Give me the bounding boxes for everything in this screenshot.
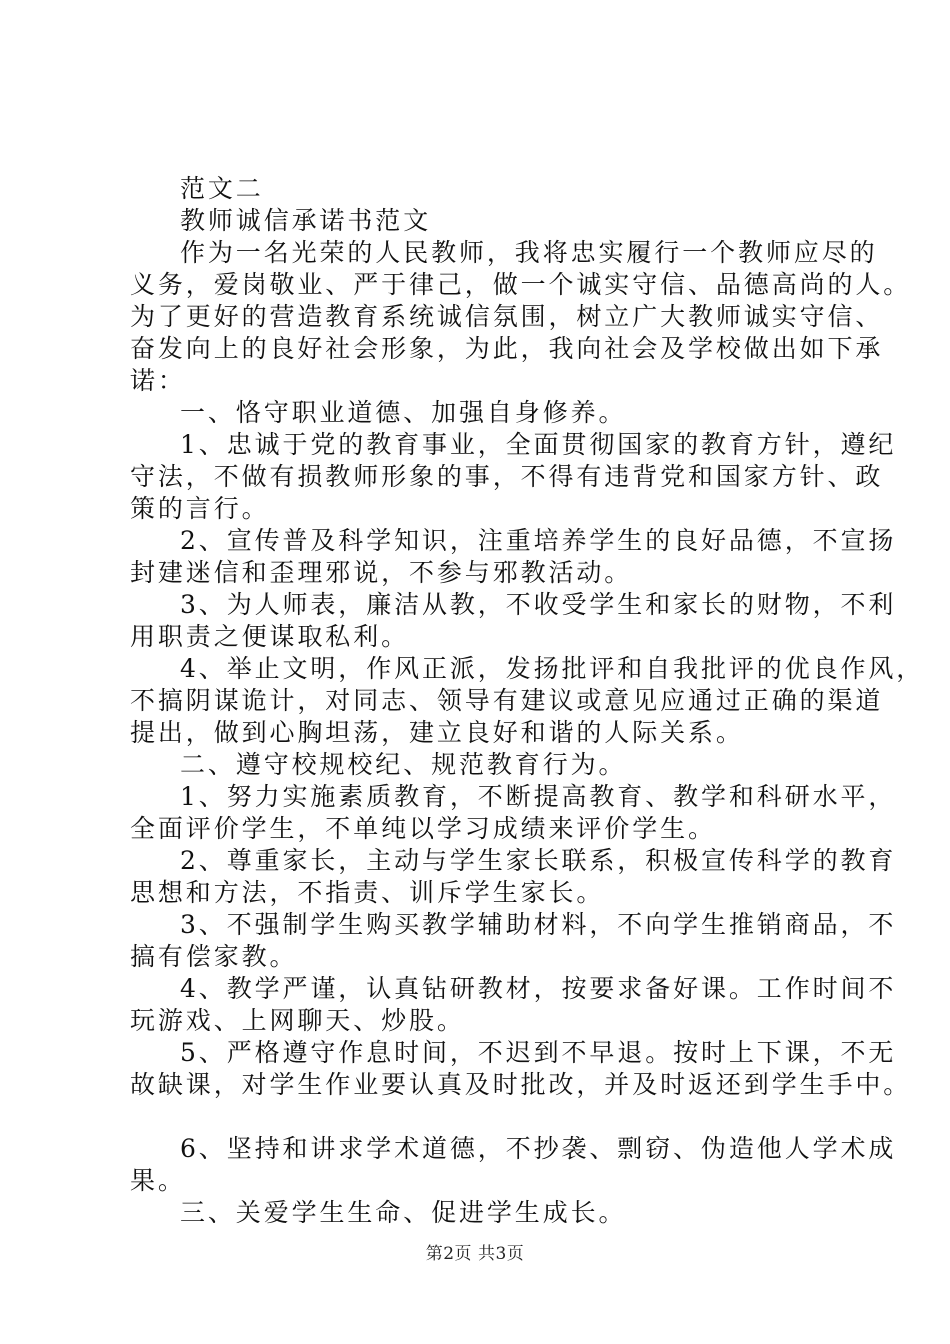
paragraph-line: 诺： <box>130 366 186 395</box>
section-heading: 二、遵守校规校纪、规范教育行为。 <box>180 750 627 779</box>
paragraph-line: 义务，爱岗敬业、严于律己，做一个诚实守信、品德高尚的人。 <box>130 270 912 299</box>
paragraph-line: 奋发向上的良好社会形象，为此，我向社会及学校做出如下承 <box>130 334 884 363</box>
paragraph-line: 果。 <box>130 1166 186 1195</box>
paragraph-line: 不搞阴谋诡计，对同志、领导有建议或意见应通过正确的渠道 <box>130 686 884 715</box>
paragraph-line: 提出，做到心胸坦荡，建立良好和谐的人际关系。 <box>130 718 744 747</box>
paragraph-line: 6、坚持和讲求学术道德，不抄袭、剽窃、伪造他人学术成 <box>180 1134 897 1163</box>
paragraph-line: 思想和方法，不指责、训斥学生家长。 <box>130 878 605 907</box>
paragraph-line: 4、举止文明，作风正派，发扬批评和自我批评的优良作风， <box>180 654 925 683</box>
paragraph-line: 5、严格遵守作息时间，不迟到不早退。按时上下课，不无 <box>180 1038 897 1067</box>
section-heading: 三、关爱学生生命、促进学生成长。 <box>180 1198 627 1227</box>
section-heading: 一、恪守职业道德、加强自身修养。 <box>180 398 627 427</box>
paragraph-line: 1、努力实施素质教育，不断提高教育、教学和科研水平， <box>180 782 897 811</box>
paragraph-line: 作为一名光荣的人民教师，我将忠实履行一个教师应尽的 <box>180 238 878 267</box>
paragraph-line: 3、不强制学生购买教学辅助材料，不向学生推销商品，不 <box>180 910 897 939</box>
paragraph-line: 策的言行。 <box>130 494 270 523</box>
section-label: 范文二 <box>180 174 264 203</box>
paragraph-line: 3、为人师表，廉洁从教，不收受学生和家长的财物，不利 <box>180 590 897 619</box>
paragraph-line: 4、教学严谨，认真钻研教材，按要求备好课。工作时间不 <box>180 974 897 1003</box>
paragraph-line: 守法，不做有损教师形象的事，不得有违背党和国家方针、政 <box>130 462 884 491</box>
paragraph-line: 全面评价学生，不单纯以学习成绩来评价学生。 <box>130 814 716 843</box>
paragraph-line: 用职责之便谋取私利。 <box>130 622 410 651</box>
paragraph-line: 为了更好的营造教育系统诚信氛围，树立广大教师诚实守信、 <box>130 302 884 331</box>
paragraph-line: 封建迷信和歪理邪说，不参与邪教活动。 <box>130 558 633 587</box>
paragraph-line: 2、宣传普及科学知识，注重培养学生的良好品德，不宣扬 <box>180 526 897 555</box>
paragraph-line: 故缺课，对学生作业要认真及时批改，并及时返还到学生手中。 <box>130 1070 912 1099</box>
document-title: 教师诚信承诺书范文 <box>180 206 432 235</box>
paragraph-line: 1、忠诚于党的教育事业，全面贯彻国家的教育方针，遵纪 <box>180 430 897 459</box>
page-number-footer: 第2页 共3页 <box>425 1244 525 1264</box>
paragraph-line: 搞有偿家教。 <box>130 942 298 971</box>
paragraph-line: 玩游戏、上网聊天、炒股。 <box>130 1006 465 1035</box>
paragraph-line: 2、尊重家长，主动与学生家长联系，积极宣传科学的教育 <box>180 846 897 875</box>
